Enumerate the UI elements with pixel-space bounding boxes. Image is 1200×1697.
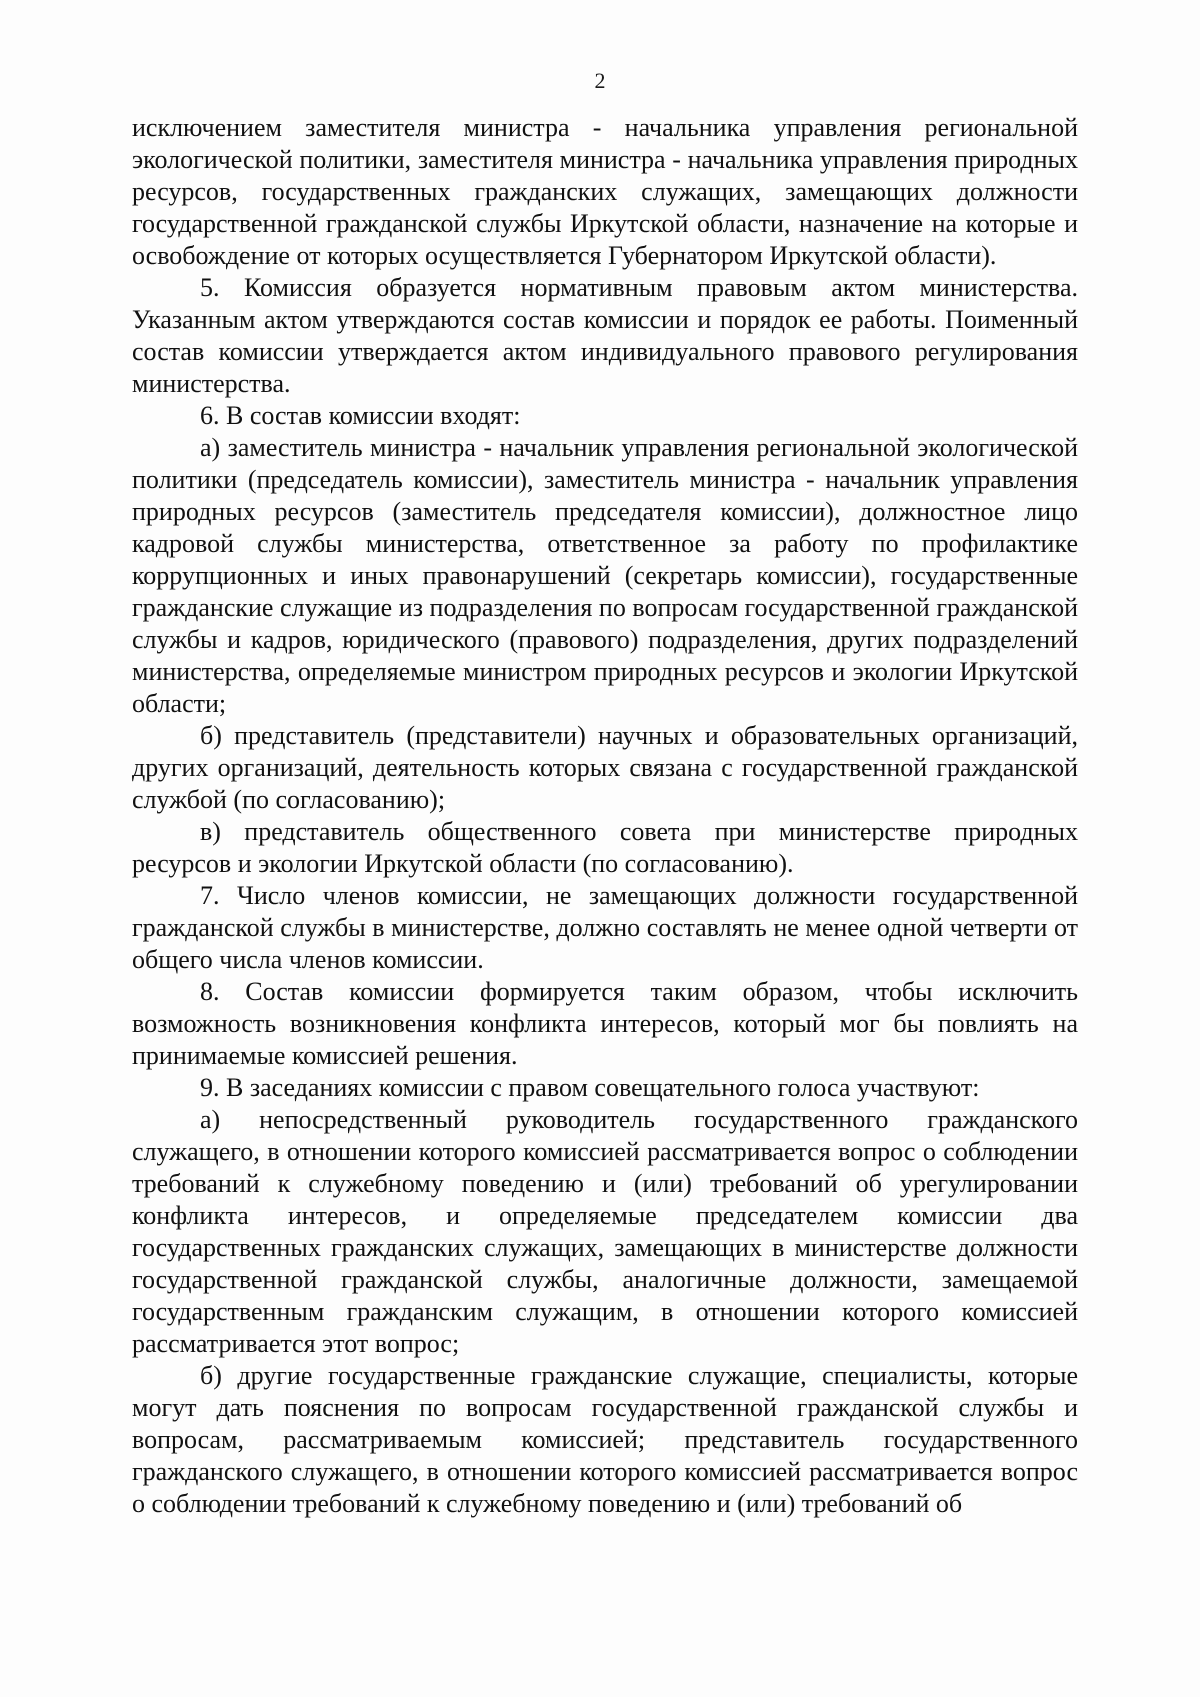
- paragraph-item-6: 6. В состав комиссии входят:: [200, 401, 521, 430]
- paragraph-item-9a: а) непосредственный руководитель государственного гражданского служащего, в отношении которого комиссией рассматривается вопрос о соблюдении требований к служебному поведению и (или) требований об урегулировании конфликта интересов, и определяемые председателем комиссии два государственных гражданских служащих, замещающих в министерстве должности государственной гражданской службы, аналогичные должности, замещаемой государственным гражданским служащим, в отношении которого комиссией рассматривается этот вопрос;: [132, 1105, 1078, 1358]
- page-number: 2: [594, 68, 606, 93]
- paragraph-item-9: 9. В заседаниях комиссии с правом совещательного голоса участвуют:: [200, 1073, 980, 1102]
- paragraph-item-5: 5. Комиссия образуется нормативным правовым актом министерства. Указанным актом утверждаются состав комиссии и порядок ее работы. Поименный состав комиссии утверждается актом индивидуального правового регулирования министерства.: [132, 273, 1078, 398]
- paragraph-continuation: исключением заместителя министра - начальника управления региональной экологической политики, заместителя министра - начальника управления природных ресурсов, государственных гражданских служащих, замещающих должности государственной гражданской службы Иркутской области, назначение на которые и освобождение от которых осуществляется Губернатором Иркутской области).: [132, 113, 1078, 270]
- paragraph-item-6a: а) заместитель министра - начальник управления региональной экологической политики (председатель комиссии), заместитель министра - начальник управления природных ресурсов (заместитель председателя комиссии), должностное лицо кадровой службы министерства, ответственное за работу по профилактике коррупционных и иных правонарушений (секретарь комиссии), государственные гражданские служащие из подразделения по вопросам государственной гражданской службы и кадров, юридического (правового) подразделения, других подразделений министерства, определяемые министром природных ресурсов и экологии Иркутской области;: [132, 433, 1078, 718]
- paragraph-item-8: 8. Состав комиссии формируется таким образом, чтобы исключить возможность возникновения конфликта интересов, который мог бы повлиять на принимаемые комиссией решения.: [132, 977, 1078, 1070]
- paragraph-item-6b: б) представитель (представители) научных и образовательных организаций, других организаций, деятельность которых связана с государственной гражданской службой (по согласованию);: [132, 721, 1078, 814]
- paragraph-item-6v: в) представитель общественного совета при министерстве природных ресурсов и экологии Иркутской области (по согласованию).: [132, 817, 1078, 878]
- paragraph-item-7: 7. Число членов комиссии, не замещающих должности государственной гражданской службы в министерстве, должно составлять не менее одной четверти от общего числа членов комиссии.: [132, 881, 1078, 974]
- paragraph-item-9b: б) другие государственные гражданские служащие, специалисты, которые могут дать пояснения по вопросам государственной гражданской службы и вопросам, рассматриваемым комиссией; представитель государственного гражданского служащего, в отношении которого комиссией рассматривается вопрос о соблюдении требований к служебному поведению и (или) требований об: [132, 1361, 1078, 1518]
- document-body: [132, 112, 1078, 1520]
